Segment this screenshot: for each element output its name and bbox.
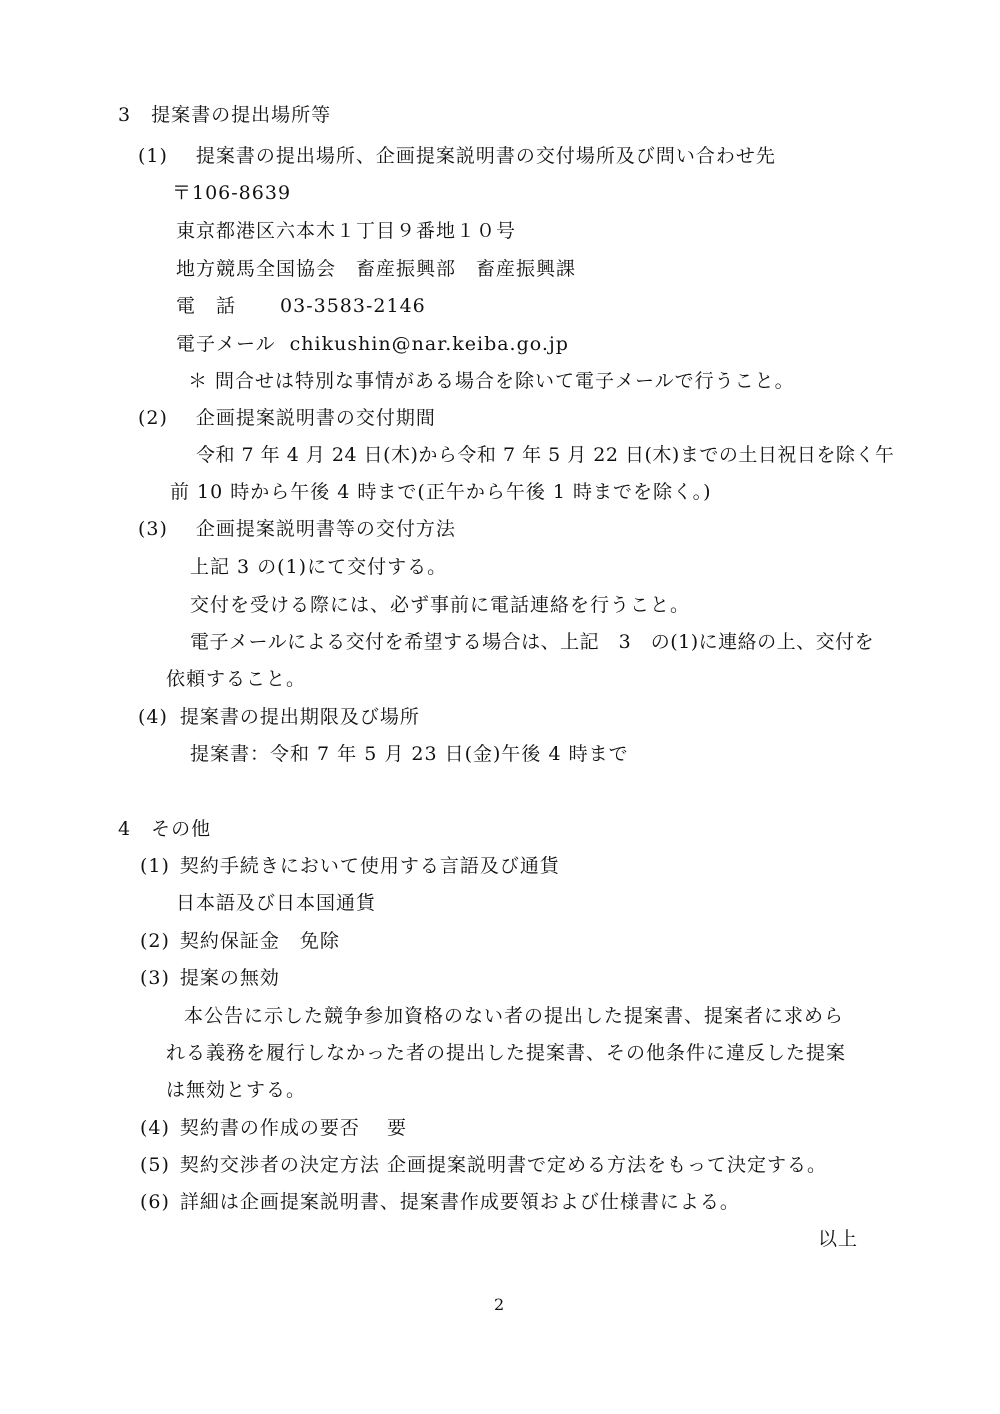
section-3-item-2 (138, 405, 436, 431)
email-label: 電子メール (176, 333, 276, 355)
item-label: (5) (140, 1154, 170, 1176)
period-line-1: 令和 7 年 4 月 24 日(木)から令和 7 年 5 月 22 日(木)までの土日祝日を除く午 (196, 444, 895, 466)
email-address: chikushin@nar.keiba.go.jp (289, 333, 569, 355)
item-label: (2) (140, 930, 170, 952)
invalid-line-1: 本公告に示した競争参加資格のない者の提出した提案書、提案者に求めら (184, 1005, 845, 1027)
section-4-item-3 (140, 965, 280, 991)
item-label: (6) (140, 1191, 170, 1213)
section-3-item-4 (138, 704, 420, 730)
delivery-line-4: 依頼すること。 (166, 668, 307, 690)
deadline-line: 提案書：令和 7 年 5 月 23 日(金)午後 4 時まで (190, 743, 629, 765)
closing-text: 以上 (818, 1228, 859, 1250)
item-label: (1) (138, 145, 168, 167)
invalid-line-2: れる義務を履行しなかった者の提出した提案書、その他条件に違反した提案 (166, 1042, 847, 1064)
phone-line (176, 293, 426, 319)
period-line-2: 前 10 時から午後 4 時まで(正午から午後 1 時までを除く。) (170, 481, 712, 503)
section-3-item-1 (138, 143, 776, 169)
item-label: (1) (140, 855, 170, 877)
section-4-item-2 (140, 928, 340, 954)
page-number: 2 (494, 1295, 505, 1314)
item-label: (3) (140, 967, 170, 989)
item-label: (4) (140, 1117, 170, 1139)
contact-note: ＊ 問合せは特別な事情がある場合を除いて電子メールで行うこと。 (188, 370, 795, 392)
section-4-item-5 (140, 1152, 827, 1178)
item-label: (3) (138, 518, 168, 540)
item-label: (2) (138, 407, 168, 429)
language-currency: 日本語及び日本国通貨 (176, 892, 377, 914)
item-title: 企画提案説明書等の交付方法 (195, 518, 456, 540)
section-3-heading: 3 提案書の提出場所等 (118, 104, 332, 126)
invalid-line-3: は無効とする。 (166, 1079, 307, 1101)
phone-number: 03-3583-2146 (280, 295, 426, 317)
delivery-line-3: 電子メールによる交付を希望する場合は、上記 3 の(1)に連絡の上、交付を (190, 631, 875, 653)
delivery-line-2: 交付を受ける際には、必ず事前に電話連絡を行うこと。 (190, 594, 691, 616)
item-label: (4) (138, 706, 168, 728)
item-title: 提案の無効 (179, 967, 280, 989)
postal-code: 〒106-8639 (172, 182, 292, 204)
email-line (176, 331, 569, 357)
item-title: 契約保証金 免除 (179, 930, 340, 952)
delivery-line-1: 上記 3 の(1)にて交付する。 (190, 556, 448, 578)
organization: 地方競馬全国協会 畜産振興部 畜産振興課 (176, 258, 577, 280)
section-4-item-4 (140, 1115, 407, 1141)
section-4-heading: 4 その他 (118, 818, 212, 840)
address: 東京都港区六本木１丁目９番地１０号 (176, 220, 517, 242)
phone-label: 電 話 (176, 295, 237, 317)
section-4-item-1 (140, 853, 560, 879)
item-title: 企画提案説明書の交付期間 (195, 407, 436, 429)
item-title: 契約交渉者の決定方法 企画提案説明書で定める方法をもって決定する。 (179, 1154, 827, 1176)
item-title: 提案書の提出場所、企画提案説明書の交付場所及び問い合わせ先 (195, 145, 776, 167)
item-title: 詳細は企画提案説明書、提案書作成要領および仕様書による。 (179, 1191, 740, 1213)
item-title: 提案書の提出期限及び場所 (179, 706, 420, 728)
item-title: 契約手続きにおいて使用する言語及び通貨 (179, 855, 560, 877)
section-3-item-3 (138, 516, 456, 542)
section-4-item-6 (140, 1189, 740, 1215)
item-title: 契約書の作成の要否 要 (179, 1117, 407, 1139)
